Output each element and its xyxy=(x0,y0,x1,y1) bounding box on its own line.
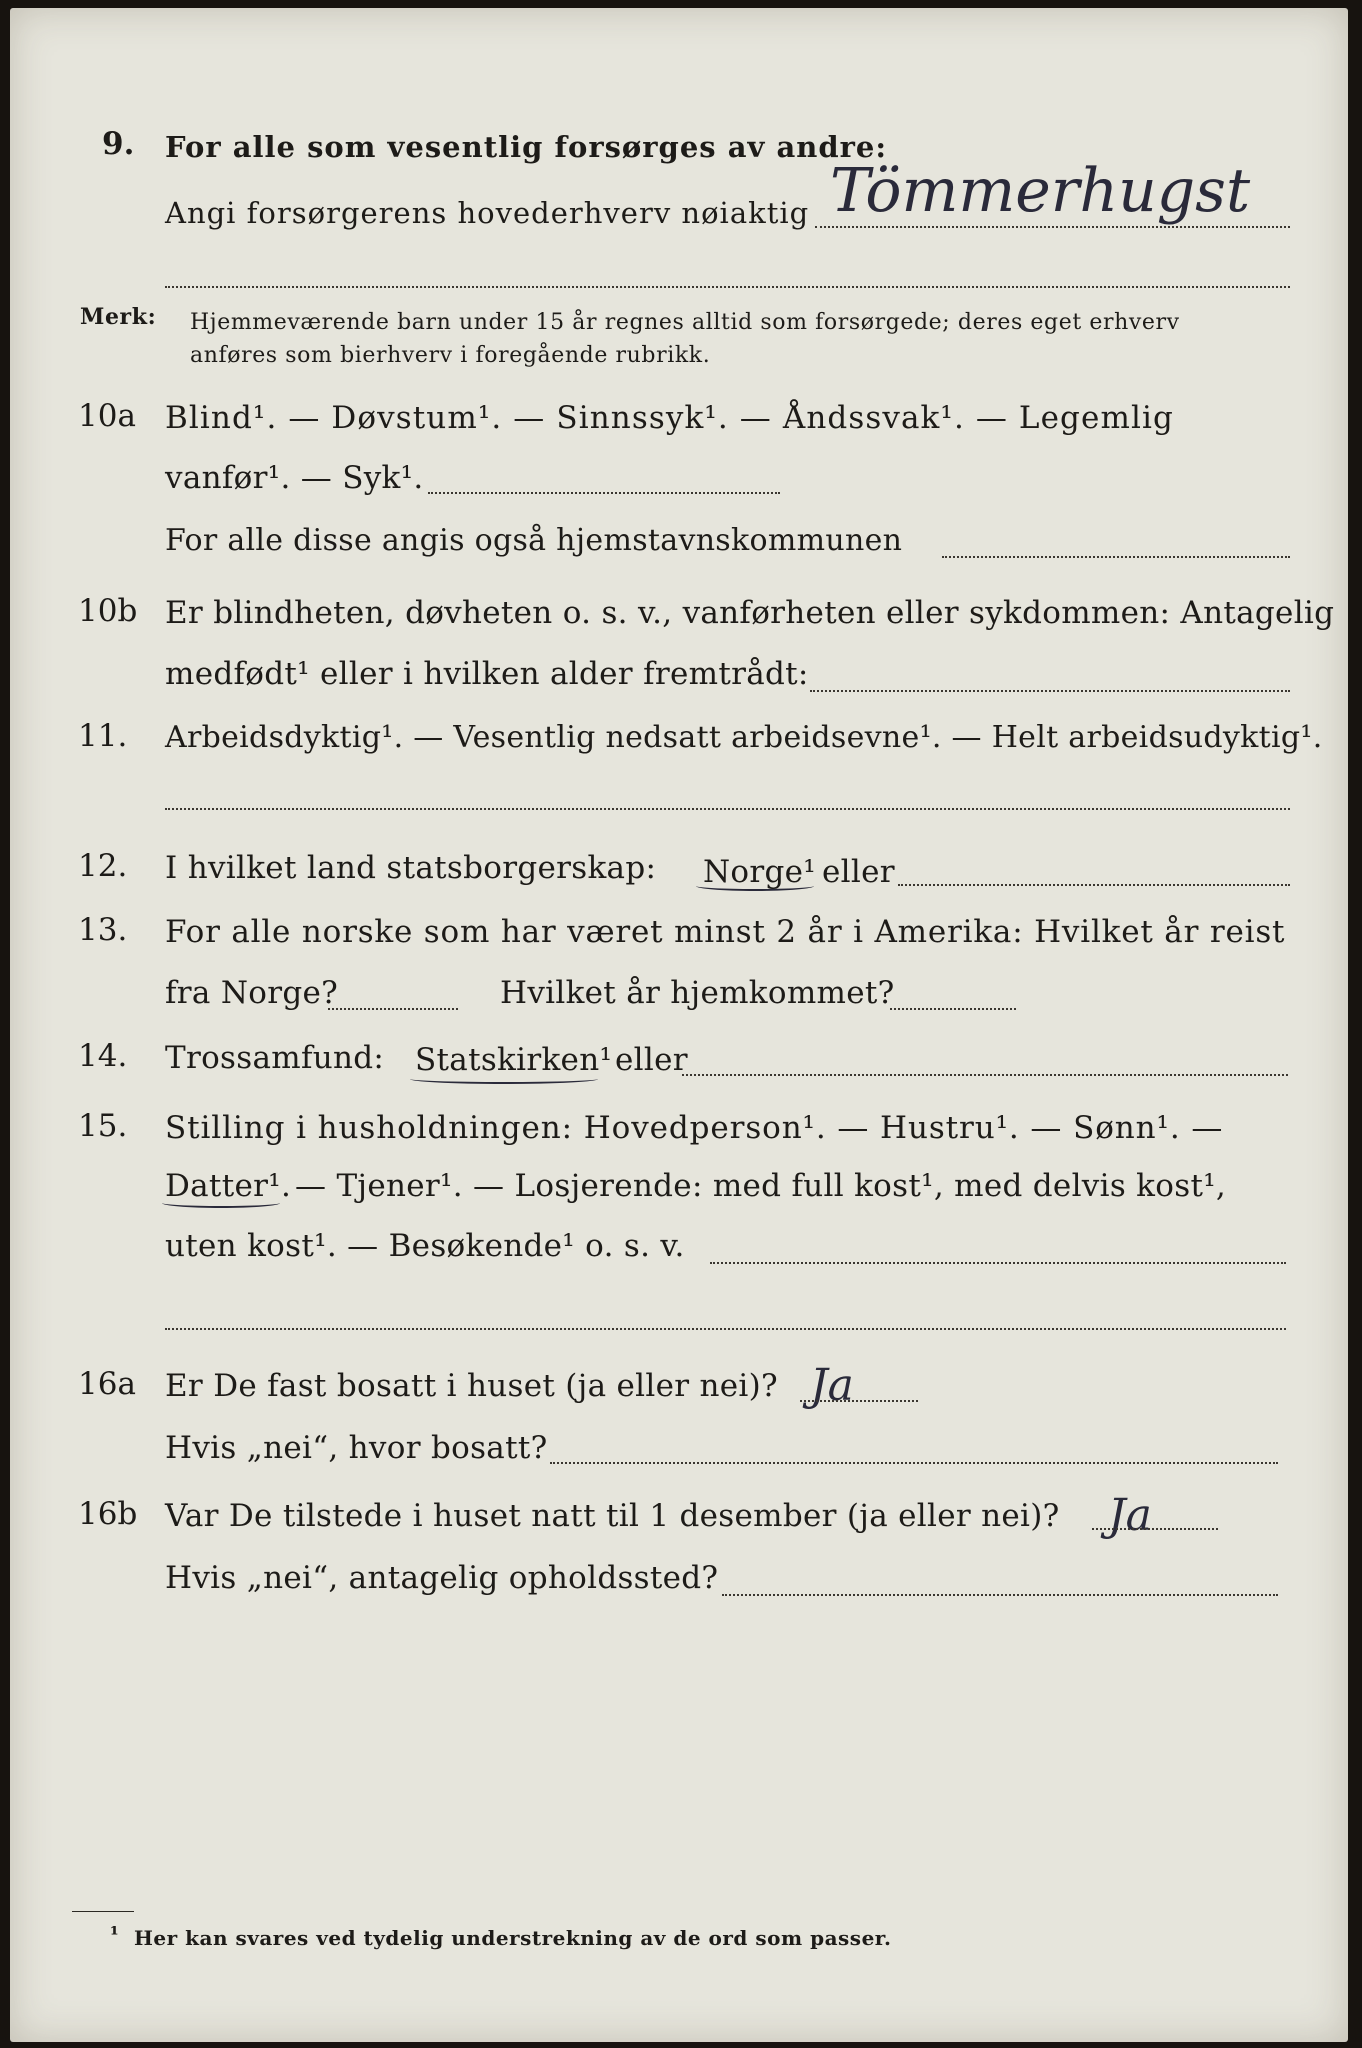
q9-extra-line xyxy=(165,286,1290,288)
q14-statskirken-underline xyxy=(410,1074,598,1084)
q15-line2a: Datter¹. xyxy=(165,1168,292,1204)
merk-line2: anføres som bierhverv i foregående rubrikk. xyxy=(190,343,711,368)
q15-line2b: — Tjener¹. — Losjerende: med full kost¹, med delvis kost¹, xyxy=(295,1168,1227,1204)
q13-line1: For alle norske som har været minst 2 år i Amerika: Hvilket år reist xyxy=(165,914,1286,950)
q10b-line2: medfødt¹ eller i hvilken alder fremtrådt: xyxy=(165,656,809,692)
q10a-line3-answer xyxy=(942,556,1290,558)
q16b-line2: Hvis „nei“, antagelig opholdssted? xyxy=(165,1560,719,1596)
q9-line2: Angi forsørgerens hovederhverv nøiaktig xyxy=(165,196,810,230)
q16b-handwritten-answer: Ja xyxy=(1108,1490,1152,1541)
q16b-number: 16b xyxy=(78,1496,138,1532)
merk-line1: Hjemmeværende barn under 15 år regnes alltid som forsørgede; deres eget erhverv xyxy=(190,310,1180,335)
q15-line1: Stilling i husholdningen: Hovedperson¹. — Hustru¹. — Sønn¹. — xyxy=(165,1110,1224,1146)
q12-text-a: I hvilket land statsborgerskap: xyxy=(165,850,657,886)
q16b-line1: Var De tilstede i huset natt til 1 desember (ja eller nei)? xyxy=(165,1498,1060,1534)
q10b-number: 10b xyxy=(78,593,138,629)
q16b-opholdssted-line xyxy=(722,1594,1278,1596)
footnote-rule xyxy=(72,1911,134,1912)
census-form-page xyxy=(10,8,1348,2042)
q10a-line1: Blind¹. — Døvstum¹. — Sinnssyk¹. — Åndssvak¹. — Legemlig xyxy=(165,400,1174,436)
q10a-line2: vanfør¹. — Syk¹. xyxy=(165,460,424,496)
q16a-line2: Hvis „nei“, hvor bosatt? xyxy=(165,1430,548,1466)
q9-line1: For alle som vesentlig forsørges av andre: xyxy=(165,130,888,164)
footnote-mark: ¹ xyxy=(110,1922,120,1946)
q14-number: 14. xyxy=(78,1038,128,1074)
merk-label: Merk: xyxy=(80,304,157,330)
q16a-handwritten-answer: Ja xyxy=(810,1360,854,1411)
q15-number: 15. xyxy=(78,1108,128,1144)
q15-datter-underline xyxy=(162,1198,280,1208)
q12-number: 12. xyxy=(78,848,128,884)
q15-answer-line1 xyxy=(710,1262,1286,1264)
q16a-bosatt-line xyxy=(550,1462,1278,1464)
q14-text-b: Statskirken¹ xyxy=(415,1042,613,1078)
q16a-line1: Er De fast bosatt i huset (ja eller nei)? xyxy=(165,1368,778,1404)
q10a-line2-answer xyxy=(428,492,780,494)
q10a-line3: For alle disse angis også hjemstavnskommunen xyxy=(165,523,903,558)
q14-answer-line xyxy=(682,1074,1288,1076)
q9-number: 9. xyxy=(102,126,135,162)
q16a-number: 16a xyxy=(78,1366,136,1402)
q10b-answer-line xyxy=(810,690,1290,692)
footnote-text: Her kan svares ved tydelig understrekning av de ord som passer. xyxy=(134,1926,892,1950)
q14-text-c: eller xyxy=(615,1042,688,1078)
q11-line1: Arbeidsdyktig¹. — Vesentlig nedsatt arbeidsevne¹. — Helt arbeidsudyktig¹. xyxy=(165,720,1323,755)
q9-answer-line xyxy=(815,226,1290,228)
q15-line3: uten kost¹. — Besøkende¹ o. s. v. xyxy=(165,1228,685,1264)
q9-handwritten-answer: Tömmerhugst xyxy=(830,156,1251,226)
q15-answer-line2 xyxy=(165,1328,1286,1330)
q13-line2a: fra Norge? xyxy=(165,975,339,1011)
q13-line2b: Hvilket år hjemkommet? xyxy=(500,975,895,1011)
q16a-answer-line xyxy=(800,1400,918,1402)
q11-answer-line xyxy=(165,808,1290,810)
q11-number: 11. xyxy=(78,718,128,754)
q10b-line1: Er blindheten, døvheten o. s. v., vanførheten eller sykdommen: Antagelig xyxy=(165,595,1335,631)
q13-number: 13. xyxy=(78,912,128,948)
q12-text-c: eller xyxy=(822,854,895,890)
q12-norge-underline xyxy=(696,881,814,891)
q10a-number: 10a xyxy=(78,398,136,434)
q12-answer-line xyxy=(898,884,1290,886)
q16b-answer-line xyxy=(1092,1528,1218,1530)
q12-text-b: Norge¹ xyxy=(703,854,817,890)
q14-text-a: Trossamfund: xyxy=(165,1040,385,1076)
q13-reist-line xyxy=(328,1008,458,1010)
q13-hjemkommet-line xyxy=(890,1008,1016,1010)
